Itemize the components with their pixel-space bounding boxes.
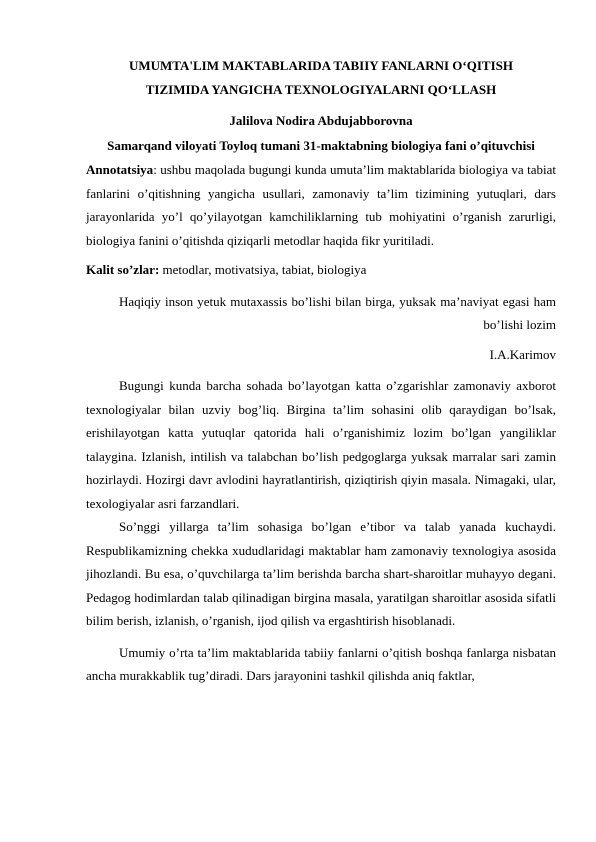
- article-title: [86, 54, 556, 102]
- body-paragraph-1: Bugungi kunda barcha sohada bo’layotgan katta o’zgarishlar zamonaviy axborot texnologiyalar bilan uzviy bog’liq. Birgina ta’lim sohasini olib qaraydigan bo’lsak, erishilayotgan katta yutuqlar qatorida hali o’rganishimiz lozim bo’lgan yangiliklar talaygina. Izlanish, intilish va talabchan bo’lish pedgoglarga yuksak marralar sari zamin hozirlaydi. Hozirgi davr avlodini hayratlantirish, qiziqtirish qiyin masala. Nimagaki, ular, texologiyalar asri farzandlari.: [86, 378, 556, 511]
- abstract-label: Annotatsiya: [86, 162, 154, 177]
- body-paragraph-2: So’nggi yillarga ta’lim sohasiga bo’lgan e’tibor va talab yanada kuchaydi. Respublikamizning chekka xududlaridagi maktablar ham zamonaviy texnologiya asosida jihozlandi. Bu esa, o’quvchilarga ta’lim berishda barcha shart-sharoitlar muhayyo degani. Pedagog hodimlardan talab qilinadigan birgina masala, yaratilgan sharoitlar asosida sifatli bilim berish, izlanish, o’rganish, ijod qilish va ergashtirish hisoblanadi.: [86, 519, 556, 628]
- document-page: [86, 54, 556, 688]
- epigraph-author: I.A.Karimov: [489, 346, 556, 362]
- keywords-label: Kalit so’zlar:: [86, 262, 160, 277]
- title-line-2: TIZIMIDA YANGICHA TEXNOLOGIYALARNI QO‘LLASH: [145, 82, 497, 97]
- keywords-text: metodlar, motivatsiya, tabiat, biologiya: [159, 262, 367, 277]
- epigraph-quote: Haqiqiy inson yetuk mutaxassis bo’lishi bilan birga, yuksak ma’naviyat egasi ham bo’lishi lozim: [119, 293, 556, 332]
- title-line-1: UMUMTA'LIM MAKTABLARIDA TABIIY FANLARNI O‘QITISH: [128, 58, 513, 73]
- author-name: Jalilova Nodira Abdujabborovna: [229, 113, 413, 128]
- body-paragraph-3: Umumiy o’rta ta’lim maktablarida tabiiy fanlarni o’qitish boshqa fanlarga nisbatan ancha murakkablik tug’diradi. Dars jarayonini tashkil qilishda aniq faktlar,: [86, 644, 556, 683]
- author-affiliation: Samarqand viloyati Toyloq tumani 31-maktabning biologiya fani o’qituvchisi: [107, 138, 535, 153]
- abstract-text: : ushbu maqolada bugungi kunda umuta’lim maktablarida biologiya va tabiat fanlarini o’qitishning yangicha usullari, zamonaviy ta’lim tizimining yutuqlari, dars jarayonlarida yo’l qo’yilayotgan kamchiliklarning tub mohiyatini o’rganish zarurligi, biologiya fanini o’qitishda qiziqarli metodlar haqida fikr yuritiladi.: [86, 162, 556, 248]
- keywords: [86, 258, 556, 282]
- abstract: [86, 158, 556, 252]
